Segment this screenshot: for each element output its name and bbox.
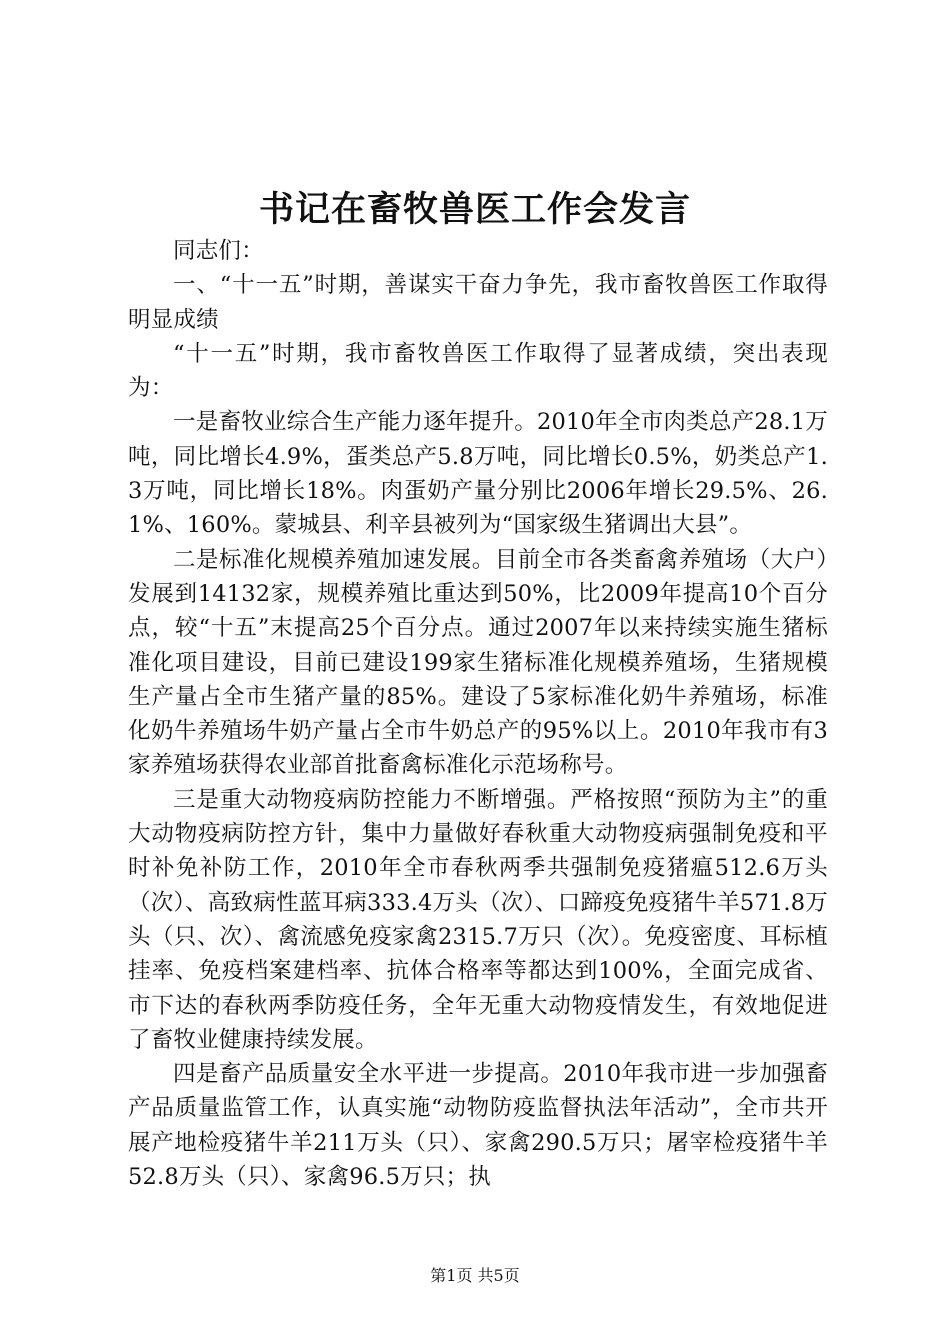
paragraph-point-1: 一是畜牧业综合生产能力逐年提升。2010年全市肉类总产28.1万吨，同比增长4.9%，蛋类总产5.8万吨，同比增长0.5%，奶类总产1.3万吨，同比增长18%。肉蛋奶产量分别比2006年增长29.5%、26.1%、160%。蒙城县、利辛县被列为“国家级生猪调出大县”。 [128, 409, 828, 539]
paragraph-point-3: 三是重大动物疫病防控能力不断增强。严格按照“预防为主”的重大动物疫病防控方针，集中力量做好春秋重大动物疫病强制免疫和平时补免补防工作，2010年全市春秋两季共强制免疫猪瘟512.6万头（次）、高致病性蓝耳病333.4万头（次）、口蹄疫免疫猪牛羊571.8万头（只、次）、禽流感免疫家禽2315.7万只（次）。免疫密度、耳标植挂率、免疫档案建档率、抗体合格率等都达到100%，全面完成省、市下达的春秋两季防疫任务，全年无重大动物疫情发生，有效地促进了畜牧业健康持续发展。 [128, 786, 828, 1053]
paragraph-point-4: 四是畜产品质量安全水平进一步提高。2010年我市进一步加强畜产品质量监管工作，认真实施“动物防疫监督执法年活动”，全市共开展产地检疫猪牛羊211万头（只）、家禽290.5万只；屠宰检疫猪牛羊52.8万头（只）、家禽96.5万只；执 [128, 1061, 828, 1191]
paragraph-greeting: 同志们： [173, 238, 264, 264]
paragraph-section-heading: 一、“十一五”时期，善谋实干奋力争先，我市畜牧兽医工作取得明显成绩 [128, 272, 828, 333]
document-body [128, 234, 828, 1194]
paragraph-intro: “十一五”时期，我市畜牧兽医工作取得了显著成绩，突出表现为： [128, 340, 828, 402]
page-footer: 第1页 共5页 [430, 1266, 520, 1285]
paragraph-point-2: 二是标准化规模养殖加速发展。目前全市各类畜禽养殖场（大户）发展到14132家，规模养殖比重达到50%，比2009年提高10个百分点，较“十五”末提高25个百分点。通过2007年以来持续实施生猪标准化项目建设，目前已建设199家生猪标准化规模养殖场，生猪规模生产量占全市生猪产量的85%。建设了5家标准化奶牛养殖场，标准化奶牛养殖场牛奶产量占全市牛奶总产的95%以上。2010年我市有3家养殖场获得农业部首批畜禽标准化示范场称号。 [128, 546, 828, 779]
document-title: 书记在畜牧兽医工作会发言 [258, 189, 691, 230]
